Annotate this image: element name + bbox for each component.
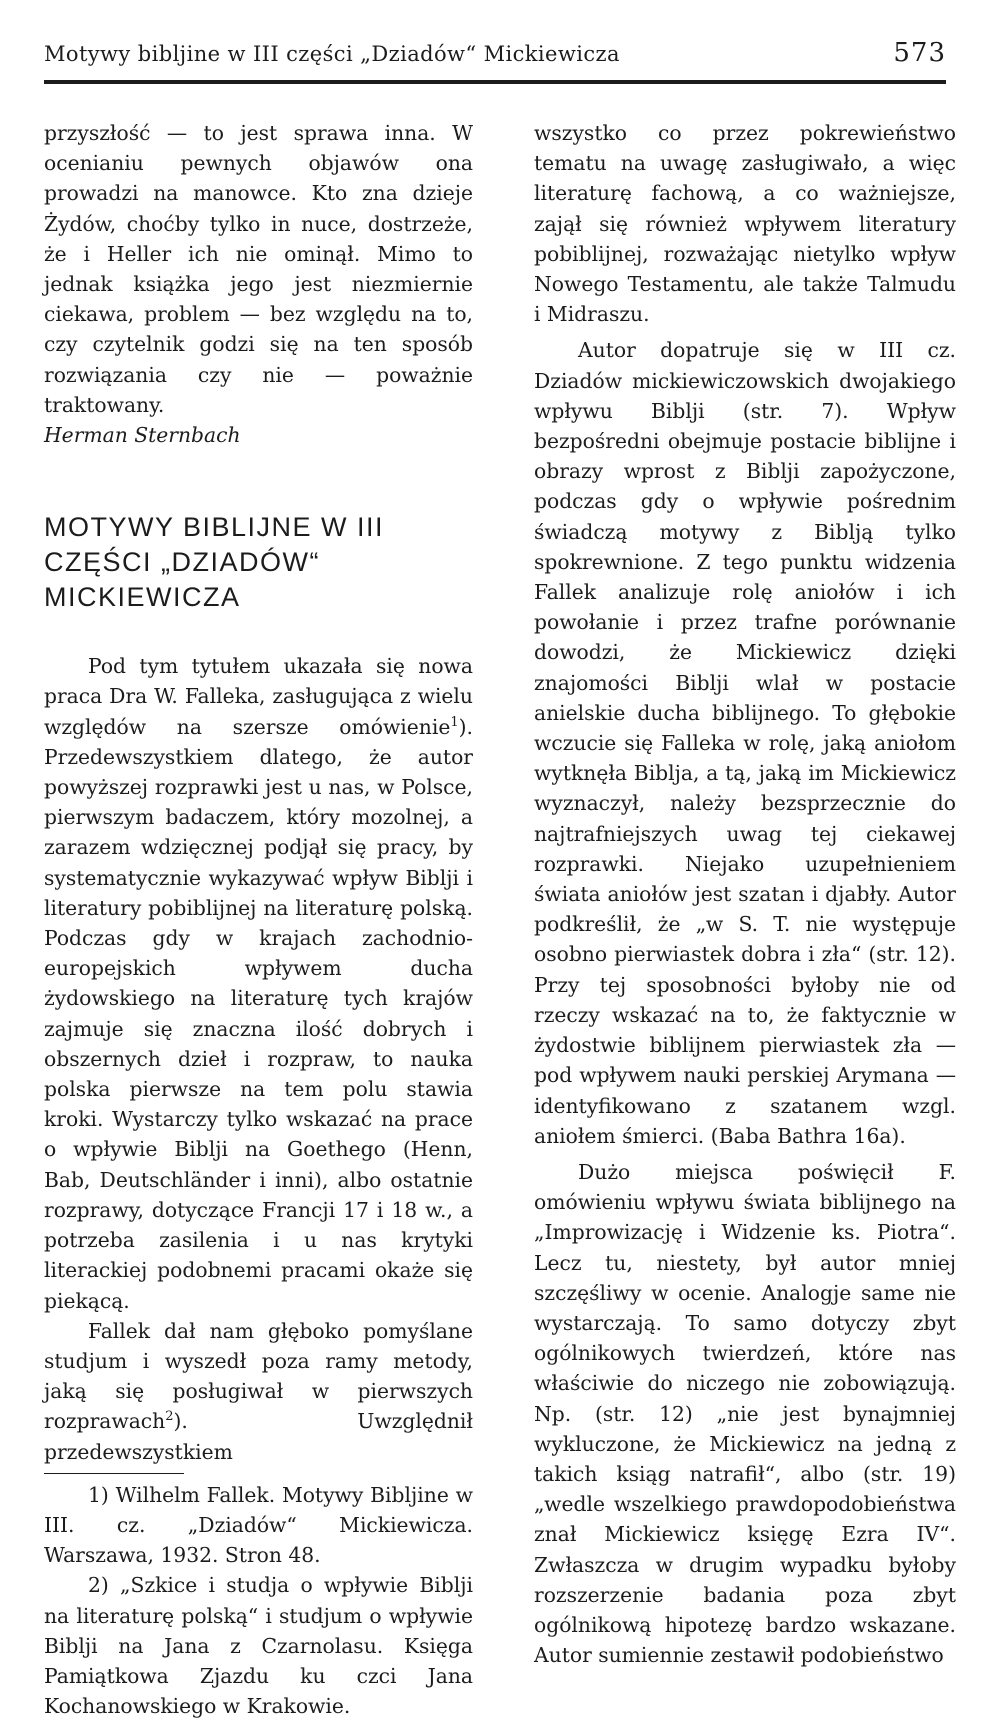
footnote: 1) Wilhelm Fallek. Motywy Bibljine w III. cz. „Dziadów“ Mickiewicza. Warszawa, 1932. Stron 48. bbox=[44, 1482, 473, 1568]
paragraph-text: ). Przedewszystkiem dlatego, że autor powyższej rozprawki jest u nas, w Polsce, pierwszym badaczem, który mozolnej, a zarazem wdzięcznej podjął się pracy, by systematycznie wykazywać wpływ Biblji i literatury pobiblijnej na literaturę polską. Podczas gdy w krajach zachodnio-europejskich wpływem ducha żydowskiego na literaturę tych krajów zajmuje się znaczna ilość dobrych i obszernych dzieł i rozpraw, to nauka polska pierwsze na tem polu stawia kroki. Wystarczy tylko wskazać na prace o wpływie Biblji na Goethego (Henn, Bab, Deutschländer i inni), albo ostatnie rozprawy, dotyczące Francji 17 i 18 w., a potrzeba zasilenia i u nas krytyki literackiej podobnemi pracami okaże się piekącą. bbox=[44, 714, 473, 1313]
left-column bbox=[44, 118, 473, 1721]
header-rule bbox=[44, 80, 946, 84]
footnote-marker: 2 bbox=[165, 1409, 174, 1425]
running-title: Motywy bibljine w III części „Dziadów“ Mickiewicza bbox=[44, 42, 620, 66]
footnotes bbox=[44, 1480, 473, 1721]
page-header bbox=[44, 38, 946, 78]
body-paragraph bbox=[44, 651, 473, 1315]
body-paragraph: Dużo miejsca poświęcił F. omówieniu wpływu świata biblijnego na „Improwizację i Widzenie ks. Piotra“. Lecz tu, niestety, był autor mniej szczęśliwy w ocenie. Analogje same nie wystarczają. To samo dotyczy zbyt ogólnikowych twierdzeń, które nas właściwie do niczego nie zobowiązują. Np. (str. 12) „nie jest bynajmniej wykluczone, że Mickiewicz na jedną z takich ksiąg natrafił“, albo (str. 19) „wedle wszelkiego prawdopodobieństwa znał Mickiewicz księgę Ezra IV“. Zwłaszcza w drugim wypadku byłoby rozszerzenie badania poza zbyt ogólnikową hipotezę bardzo wskazane. Autor sumiennie zestawił podobieństwo bbox=[534, 1159, 956, 1668]
body-paragraph bbox=[44, 1316, 473, 1467]
section-title-line: MOTYWY BIBLIJNE W III bbox=[44, 512, 385, 543]
paragraph-text: ). Uwzględnił przedewszystkiem bbox=[44, 1409, 473, 1464]
paragraph-text: Pod tym tytułem ukazała się nowa praca Dra W. Falleka, zasługująca z wielu względów na szersze omówienie bbox=[44, 654, 473, 739]
body-paragraph: Autor dopatruje się w III cz. Dziadów mickiewiczowskich dwojakiego wpływu Biblji (str. 7). Wpływ bezpośredni obejmuje postacie biblijne i obrazy wprost z Biblji zapożyczone, podczas gdy o wpływie pośrednim świadczą motywy z Biblją tylko spokrewnione. Z tego punktu widzenia Fallek analizuje rolę aniołów i ich powołanie i przez trafne porównanie dowodzi, że Mickiewicz dzięki znajomości Biblji wlał w postacie anielskie ducha biblijnego. To głębokie wczucie się Falleka w rolę, jaką aniołom wytknęła Biblja, a tą, jaką im Mickiewicz wyznaczył, należy bezsprzecznie do najtrafniejszych uwag tej ciekawej rozprawki. Niejako uzupełnieniem świata aniołów jest szatan i djabły. Autor podkreślił, że „w S. T. nie występuje osobno pierwiastek dobra i zła“ (str. 12). Przy tej sposobności byłoby nie od rzeczy wskazać na to, że faktycznie w żydostwie biblijnem pierwiastek zła — pod wpływem nauki perskiej Arymana — identyfikowano z szatanem wzgl. aniołem śmierci. (Baba Bathra 16a). bbox=[534, 338, 956, 1148]
section-title bbox=[44, 510, 473, 615]
review-end-paragraph: przyszłość — to jest sprawa inna. W ocenianiu pewnych objawów ona prowadzi na manowce. Kto zna dzieje Żydów, choćby tylko in nuce, dostrzeże, że i Heller ich nie ominął. Mimo to jednak książka jego jest niezmiernie ciekawa, problem — bez względu na to, czy czytelnik godzi się na ten sposób rozwiązania czy nie — poważnie traktowany. bbox=[44, 121, 473, 417]
footnote-marker: 1 bbox=[450, 714, 459, 730]
footnote: 2) „Szkice i studja o wpływie Biblji na literaturę polską“ i studjum o wpływie Biblji na Jana z Czarnolasu. Księga Pamiątkowa Zjazdu ku czci Jana Kochanowskiego w Krakowie. bbox=[44, 1573, 473, 1719]
body-paragraph: wszystko co przez pokrewieństwo tematu na uwagę zasługiwało, a więc literaturę fachową, a co ważniejsze, zajął się również wpływem literatury pobiblijnej, rozważając nietylko wpływ Nowego Testamentu, ale także Talmudu i Midraszu. bbox=[534, 121, 956, 327]
review-signature: Herman Sternbach bbox=[44, 423, 241, 448]
section-title-line: MICKIEWICZA bbox=[44, 582, 241, 613]
paragraph-text: Fallek dał nam głęboko pomyślane studjum i wyszedł poza ramy metody, jaką się posługiwał w pierwszych rozprawach bbox=[44, 1318, 473, 1434]
right-column bbox=[534, 118, 956, 1670]
page-number: 573 bbox=[893, 38, 946, 68]
section-title-line: CZĘŚCI „DZIADÓW“ bbox=[44, 547, 320, 578]
footnote-rule bbox=[44, 1473, 184, 1474]
